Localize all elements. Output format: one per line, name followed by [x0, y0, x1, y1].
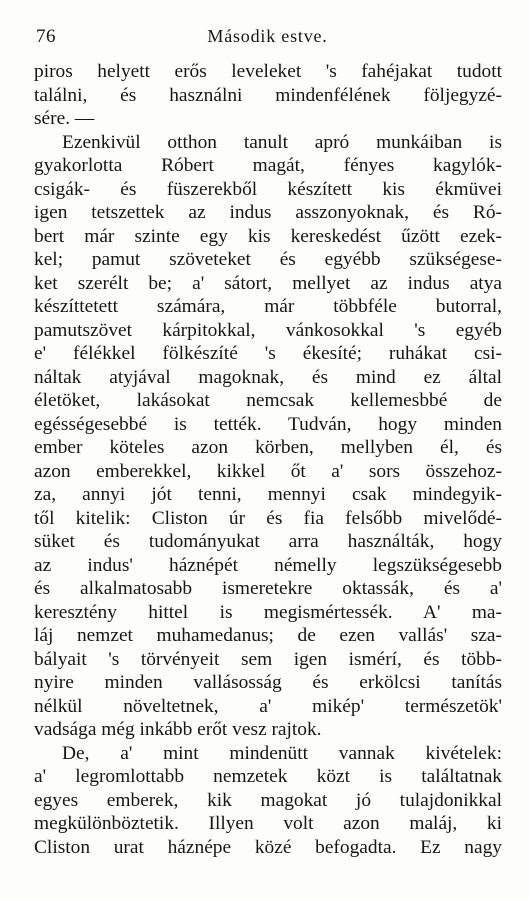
text-line: életöket, lakásokat nemcsak kellemesbbé de	[34, 390, 502, 411]
body-text	[34, 60, 502, 859]
text-line: za, annyi jót tenni, mennyi csak mindegyik-	[34, 484, 502, 505]
text-line: nyire minden vallásosság és erkölcsi tanítás	[34, 672, 502, 693]
text-line: keresztény hittel is megismértessék. A' ma-	[34, 601, 502, 623]
text-line: megkülönböztetik. Illyen volt azon maláj, ki	[34, 813, 502, 834]
text-line: találni, és használni mindenfélének följegyzé-	[34, 84, 502, 106]
text-line: csigák- és füszerekből készített kis ékmüvei	[34, 178, 502, 200]
text-line: De, a' mint mindenütt vannak kivételek:	[62, 742, 502, 764]
text-line: náltak atyjával magoknak, és mind ez által	[34, 366, 502, 388]
paragraph	[34, 60, 502, 131]
text-line: ember köteles azon körben, mellyben él, és	[34, 437, 502, 458]
text-line: a' legromlottabb nemzetek közt is találtatnak	[34, 766, 502, 787]
text-line: Cliston urat háznépe közé befogadta. Ez nagy	[34, 836, 502, 858]
text-line: bályait 's törvényeit sem igen ismérí, és több-	[34, 648, 502, 670]
text-line: azon emberekkel, kikkel őt a' sors összehoz-	[34, 460, 502, 482]
text-line: nélkül növeltetnek, a' mikép' természetök'	[34, 695, 502, 717]
text-line: vadsága még inkább erőt vesz rajtok.	[34, 719, 322, 740]
text-line: ket szerélt be; a' sátort, mellyet az indus atya	[34, 272, 502, 294]
text-line: igen tetszettek az indus asszonyoknak, és Ró-	[34, 202, 502, 223]
page-header	[36, 26, 499, 52]
running-title: Második estve.	[207, 26, 328, 46]
text-line: süket és tudományukat arra használták, hogy	[34, 531, 502, 552]
paragraph	[34, 742, 502, 860]
text-line: láj nemzet muhamedanus; de ezen vallás' sza-	[34, 625, 502, 646]
text-line: gyakorlotta Róbert magát, fényes kagylók-	[34, 155, 502, 176]
text-line: Ezenkivül otthon tanult apró munkáiban is	[62, 131, 502, 153]
text-line: bert már szinte egy kis kereskedést űzött ezek-	[34, 225, 502, 247]
text-line: egésségesebbé is tették. Tudván, hogy minden	[34, 413, 502, 435]
text-line: sére. —	[34, 108, 95, 129]
text-line: egyes emberek, kik magokat jó tulajdonikkal	[34, 789, 502, 811]
page-number: 76	[36, 26, 56, 47]
text-line: piros helyett erős leveleket 's fahéjakat tudott	[34, 61, 502, 82]
text-line: az indus' háznépét némelly legszükségesebb	[34, 554, 502, 576]
text-line: pamutszövet kárpitokkal, vánkosokkal 's egyéb	[34, 319, 502, 341]
text-line: e' félékkel fölkészíté 's ékesíté; ruhákat csi-	[34, 343, 502, 364]
paragraph	[34, 131, 502, 742]
text-line: készíttetett számára, már többféle butorral,	[34, 296, 502, 317]
text-line: kel; pamut szöveteket és egyébb szükségese-	[34, 249, 502, 270]
text-line: és alkalmatosabb ismeretekre oktassák, és a'	[34, 578, 502, 599]
text-line: től kitelik: Cliston úr és fia felsőbb mivelődé-	[34, 507, 502, 529]
